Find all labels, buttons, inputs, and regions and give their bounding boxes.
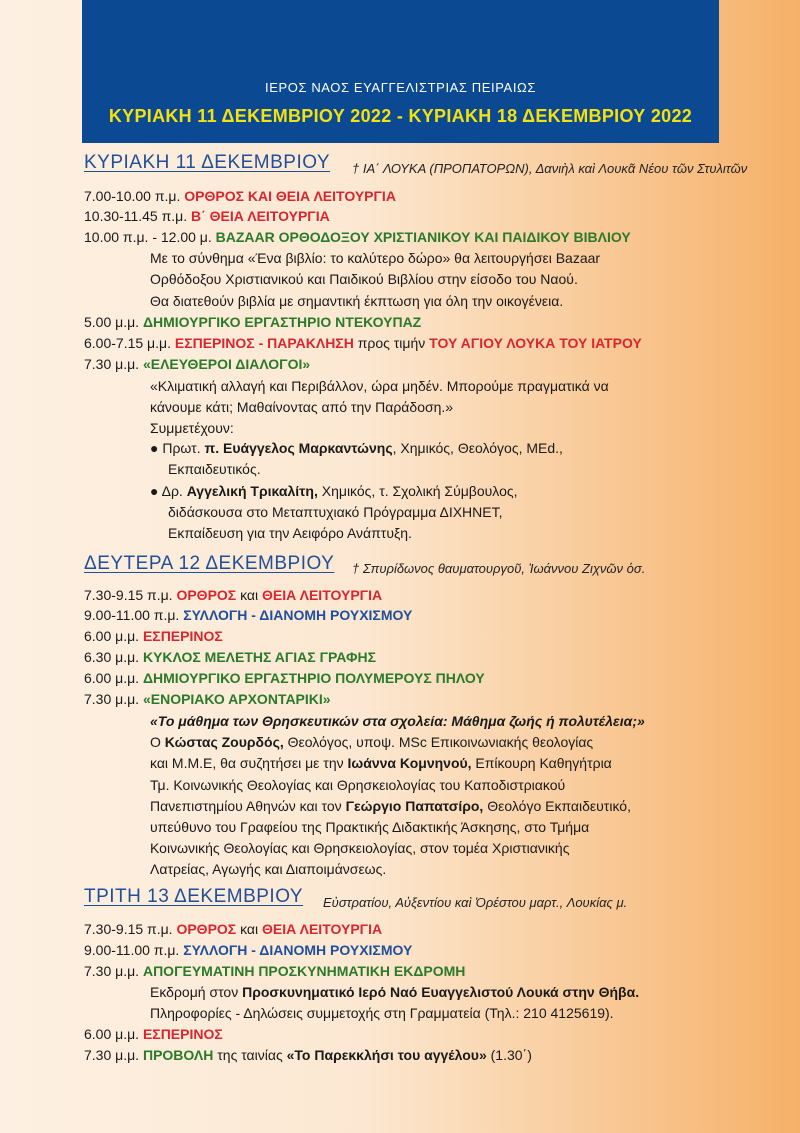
feast-tuesday: Εὐστρατίου, Αὐξεντίου καὶ Ὀρέστου μαρτ., Λουκίας μ.: [323, 895, 628, 910]
event-row: [84, 626, 223, 646]
event-row: [84, 186, 396, 206]
event-title: ΔΗΜΙΟΥΡΓΙΚΟ ΕΡΓΑΣΤΗΡΙΟ ΝΤΕΚΟΥΠΑΖ: [142, 314, 422, 330]
event-row: [84, 312, 421, 332]
day-heading-monday: ΔΕΥΤΕΡΑ 12 ΔΕΚΕΜΒΡΙΟΥ: [84, 553, 335, 574]
event-title: ΣΥΛΛΟΓΗ - ΔΙΑΝΟΜΗ ΡΟΥΧΙΣΜΟΥ: [183, 942, 413, 958]
event-row: [84, 961, 465, 981]
event-row: [84, 647, 376, 667]
church-name: ΙΕΡΟΣ ΝΑΟΣ ΕΥΑΓΓΕΛΙΣΤΡΙΑΣ ΠΕΙΡΑΙΩΣ: [265, 80, 536, 95]
participant-2-cont: διδάσκουσα στο Μεταπτυχιακό Πρόγραμμα ΔΙΧΗΝΕΤ,: [168, 504, 503, 520]
event-time: 7.00-10.00 π.μ.: [84, 188, 181, 204]
event-title: ΟΡΘΡΟΣ: [176, 921, 237, 937]
participant-1-cont: Εκπαιδευτικός.: [168, 461, 261, 477]
event-desc: και Μ.Μ.Ε, θα συζητήσει με την Ιωάννα Κομνηνού, Επίκουρη Καθηγήτρια: [150, 755, 612, 771]
participant-name: π. Ευάγγελος Μαρκαντώνης: [204, 440, 393, 456]
event-desc: Ο Κώστας Ζουρδός, Θεολόγος, υποψ. MSc Επικοινωνιακής θεολογίας: [150, 734, 594, 750]
event-desc: Πανεπιστημίου Αθηνών και τον Γεώργιο Παπατσίρο, Θεολόγο Εκπαιδευτικό,: [150, 798, 631, 814]
event-desc: «Κλιματική αλλαγή και Περιβάλλον, ώρα μηδέν. Μπορούμε πραγματικά να: [150, 378, 609, 394]
event-desc: Πληροφορίες - Δηλώσεις συμμετοχής στη Γραμματεία (Τηλ.: 210 4125619).: [150, 1005, 614, 1021]
event-time: 5.00 μ.μ.: [84, 314, 140, 330]
feast-monday: † Σπυρίδωνος θαυματουργοῦ, Ἰωάννου Ζιχνῶν ὁσ.: [352, 561, 646, 576]
event-time: 7.30 μ.μ.: [84, 691, 140, 707]
event-title: ΕΣΠΕΡΙΝΟΣ: [142, 1026, 223, 1042]
event-title: ΟΡΘΡΟΣ: [176, 587, 237, 603]
event-time: 7.30 μ.μ.: [84, 356, 140, 372]
event-row: [84, 206, 330, 226]
event-title: ΠΡΟΒΟΛΗ: [142, 1047, 214, 1063]
participant-2: ● Δρ. Αγγελική Τρικαλίτη, Χημικός, τ. Σχολική Σύμβουλος,: [150, 483, 518, 499]
event-time: 6.00 μ.μ.: [84, 1026, 140, 1042]
event-title: ΕΣΠΕΡΙΝΟΣ: [142, 628, 223, 644]
participant-name: Αγγελική Τρικαλίτη,: [186, 483, 318, 499]
event-row: [84, 227, 631, 247]
event-row: [84, 689, 331, 709]
event-row: [84, 668, 485, 688]
event-row: 7.30-9.15 π.μ. ΟΡΘΡΟΣ και ΘΕΙΑ ΛΕΙΤΟΥΡΓΙΑ: [84, 587, 383, 603]
event-desc: Τμ. Κοινωνικής Θεολογίας και Θρησκειολογίας του Καποδιστριακού: [150, 777, 566, 793]
event-row: [84, 605, 412, 625]
event-row: [84, 333, 642, 353]
event-title: ΕΣΠΕΡΙΝΟΣ - ΠΑΡΑΚΛΗΣΗ: [174, 335, 354, 351]
event-desc: Με το σύνθημα «Ένα βιβλίο: το καλύτερο δώρο» θα λειτουργήσει Bazaar: [150, 250, 601, 266]
event-time: 7.30-9.15 π.μ.: [84, 921, 173, 937]
event-title-2: ΘΕΙΑ ΛΕΙΤΟΥΡΓΙΑ: [262, 921, 383, 937]
event-title-2: ΤΟΥ ΑΓΙΟΥ ΛΟΥΚΑ ΤΟΥ ΙΑΤΡΟΥ: [429, 335, 642, 351]
event-title: ΣΥΛΛΟΓΗ - ΔΙΑΝΟΜΗ ΡΟΥΧΙΣΜΟΥ: [183, 607, 413, 623]
event-time: 10.30-11.45 π.μ.: [84, 208, 188, 224]
event-title: ΔΗΜΙΟΥΡΓΙΚΟ ΕΡΓΑΣΤΗΡΙΟ ΠΟΛΥΜΕΡΟΥΣ ΠΗΛΟΥ: [142, 670, 485, 686]
event-desc: Λατρείας, Αγωγής και Διαποιμάνσεως.: [150, 861, 387, 877]
participant-2-cont: Εκπαίδευση για την Αειφόρο Ανάπτυξη.: [168, 525, 412, 541]
event-row: [84, 1024, 223, 1044]
event-time: 7.30 μ.μ.: [84, 963, 140, 979]
event-time: 9.00-11.00 π.μ.: [84, 607, 180, 623]
header-banner: [82, 0, 719, 143]
event-title: BAZAAR ΟΡΘΟΔΟΞΟΥ ΧΡΙΣΤΙΑΝΙΚΟΥ ΚΑΙ ΠΑΙΔΙΚΟΥ ΒΙΒΛΙΟΥ: [215, 229, 631, 245]
event-title-2: ΘΕΙΑ ΛΕΙΤΟΥΡΓΙΑ: [262, 587, 383, 603]
event-title: «ΕΝΟΡΙΑΚΟ ΑΡΧΟΝΤΑΡΙΚΙ»: [142, 691, 331, 707]
event-time: 6.30 μ.μ.: [84, 649, 140, 665]
event-desc: Εκδρομή στον Προσκυνηματικό Ιερό Ναό Ευαγγελιστού Λουκά στην Θήβα.: [150, 984, 640, 1000]
event-row: [84, 940, 412, 960]
event-title: «ΕΛΕΥΘΕΡΟΙ ΔΙΑΛΟΓΟΙ»: [142, 356, 311, 372]
bullet-icon: ●: [150, 483, 159, 499]
event-desc: Κοινωνικής Θεολογίας και Θρησκειολογίας, στον τομέα Χριστιανικής: [150, 840, 570, 856]
date-range: ΚΥΡΙΑΚΗ 11 ΔΕΚΕΜΒΡΙΟΥ 2022 - ΚΥΡΙΑΚΗ 18 ΔΕΚΕΜΒΡΙΟΥ 2022: [108, 106, 693, 126]
event-desc: Θα διατεθούν βιβλία με σημαντική έκπτωση για όλη την οικογένεια.: [150, 293, 564, 309]
film-title: «Το Παρεκκλήσι του αγγέλου»: [286, 1047, 487, 1063]
event-time: 6.00-7.15 μ.μ.: [84, 335, 171, 351]
event-row: 7.30-9.15 π.μ. ΟΡΘΡΟΣ και ΘΕΙΑ ΛΕΙΤΟΥΡΓΙΑ: [84, 921, 383, 937]
event-desc: κάνουμε κάτι; Μαθαίνοντας από την Παράδοση.»: [150, 399, 454, 415]
event-title: Β΄ ΘΕΙΑ ΛΕΙΤΟΥΡΓΙΑ: [190, 208, 330, 224]
event-time: 7.30 μ.μ.: [84, 1047, 140, 1063]
event-desc: Ορθόδοξου Χριστιανικού και Παιδικού Βιβλίου στην είσοδο του Ναού.: [150, 271, 578, 287]
event-title: ΚΥΚΛΟΣ ΜΕΛΕΤΗΣ ΑΓΙΑΣ ΓΡΑΦΗΣ: [142, 649, 377, 665]
participant-1: ● Πρωτ. π. Ευάγγελος Μαρκαντώνης, Χημικός, Θεολόγος, MEd.,: [150, 440, 563, 456]
event-time: 10.00 π.μ. - 12.00 μ.: [84, 229, 212, 245]
event-topic: «Το μάθημα των Θρησκευτικών στα σχολεία: Μάθημα ζωής ή πολυτέλεια;»: [150, 713, 645, 729]
day-heading-sunday: ΚΥΡΙΑΚΗ 11 ΔΕΚΕΜΒΡΙΟΥ: [84, 152, 331, 173]
event-row: 7.30 μ.μ. ΠΡΟΒΟΛΗ της ταινίας «Το Παρεκκλήσι του αγγέλου» (1.30΄): [84, 1047, 532, 1063]
event-time: 9.00-11.00 π.μ.: [84, 942, 180, 958]
event-time: 7.30-9.15 π.μ.: [84, 587, 173, 603]
event-title: ΟΡΘΡΟΣ ΚΑΙ ΘΕΙΑ ΛΕΙΤΟΥΡΓΙΑ: [184, 188, 396, 204]
event-title: ΑΠΟΓΕΥΜΑΤΙΝΗ ΠΡΟΣΚΥΝΗΜΑΤΙΚΗ ΕΚΔΡΟΜΗ: [142, 963, 466, 979]
event-row: [84, 354, 310, 374]
event-desc: υπεύθυνο του Γραφείου της Πρακτικής Διδακτικής Άσκησης, στο Τμήμα: [150, 819, 590, 835]
feast-sunday: † ΙΑ΄ ΛΟΥΚΑ (ΠΡΟΠΑΤΟΡΩΝ), Δανιὴλ καὶ Λουκᾶ Νέου τῶν Στυλιτῶν: [352, 161, 748, 176]
event-time: 6.00 μ.μ.: [84, 628, 140, 644]
day-heading-tuesday: ΤΡΙΤΗ 13 ΔΕΚΕΜΒΡΙΟΥ: [84, 886, 304, 907]
bullet-icon: ●: [150, 440, 159, 456]
event-connector: προς τιμήν: [357, 335, 426, 351]
event-time: 6.00 μ.μ.: [84, 670, 140, 686]
event-desc: Συμμετέχουν:: [150, 420, 234, 436]
